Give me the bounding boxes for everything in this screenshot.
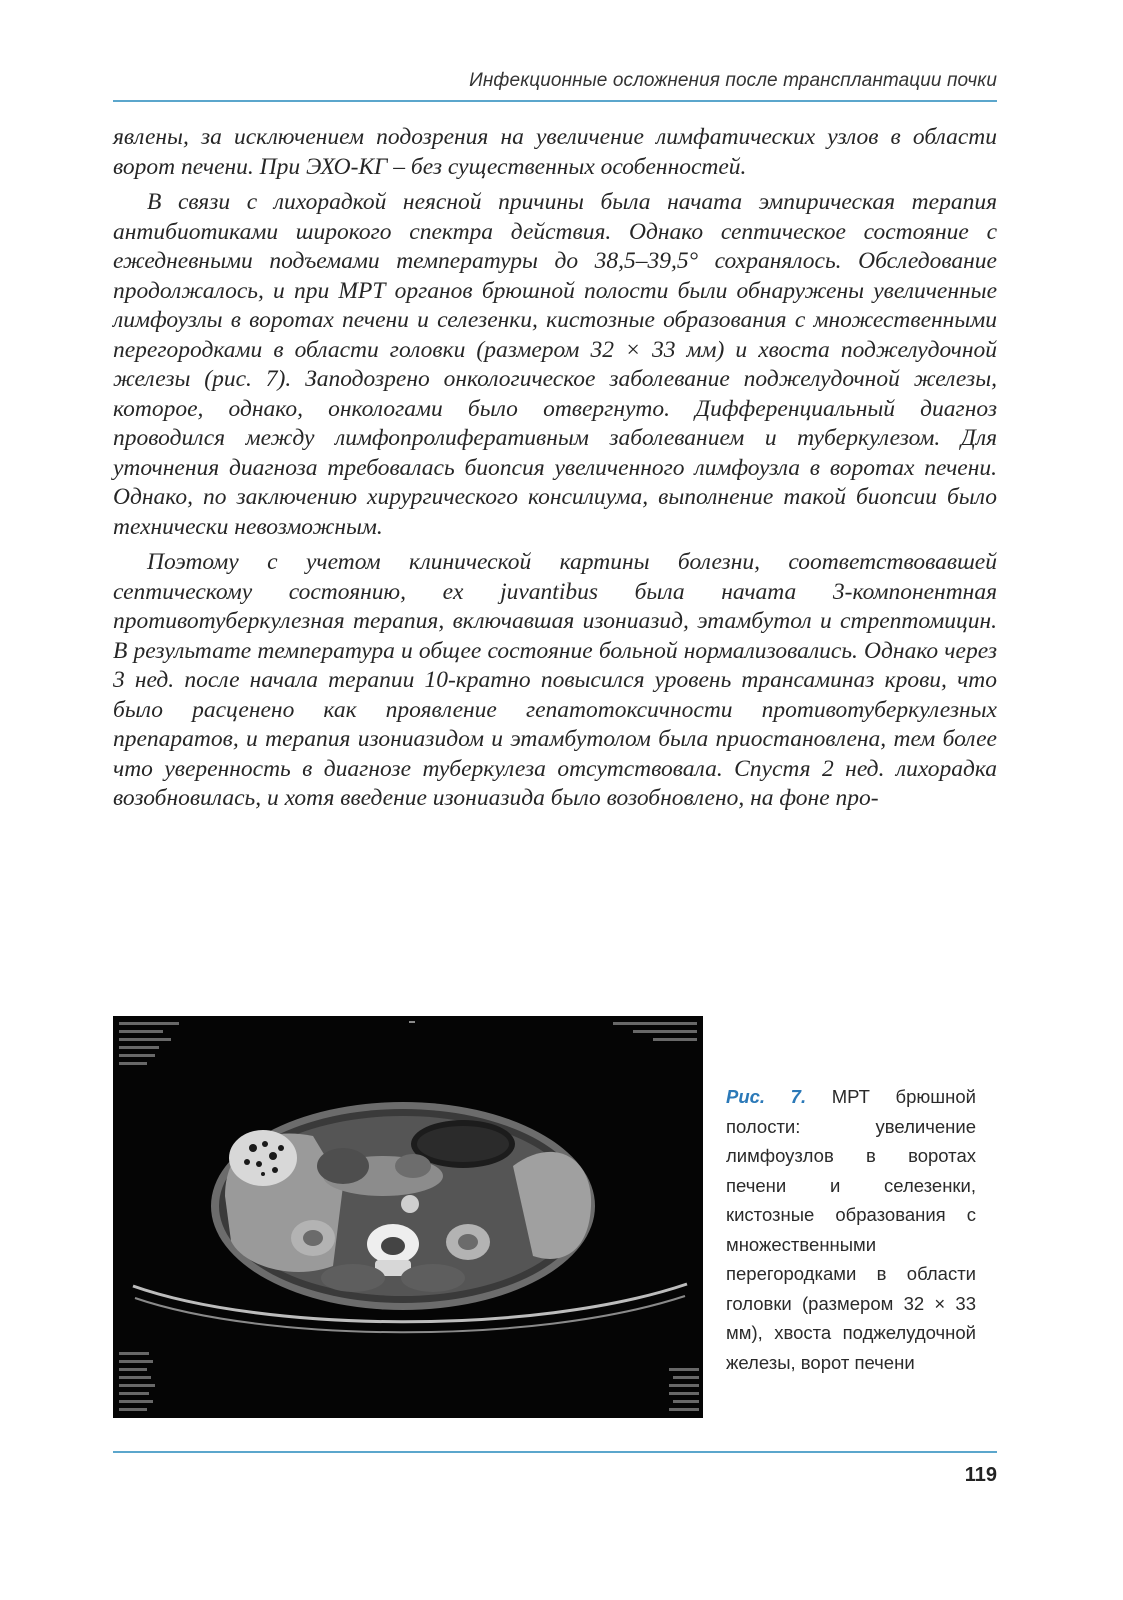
paragraph-3: Поэтому с учетом клинической картины болезни, соответствовавшей септическому состоянию, ex juvantibus была начата 3-компонентная противотуберкулезная терапия, включавшая изониазид, этамбутол и стрептомицин. В результате температура и общее состояние больной нормализовались. Однако через 3 нед. после начала терапии 10-кратно повысился уровень трансаминаз крови, что было расценено как проявление гепатотоксичности противотуберкулезных препаратов, и терапия изониазидом и этамбутолом была приостановлена, тем более что уверенность в диагнозе туберкулеза отсутствовала. Спустя 2 нед. лихорадка возобновилась, и хотя введение изониазида было возобновлено, на фоне про- xyxy=(113,549,997,811)
page-number: 119 xyxy=(964,1464,997,1486)
running-title: Инфекционные осложнения после трансплантации почки xyxy=(469,70,997,91)
mri-scan-image xyxy=(113,1016,703,1418)
figure-label: Рис. 7. xyxy=(726,1086,807,1107)
figure-caption-text: МРТ брюшной полости: увеличение лимфоузлов в воротах печени и селезенки, кистозные образования с множественными перегородками в области головки (размером 32 × 33 мм), хвоста поджелудочной железы, ворот печени xyxy=(726,1086,976,1373)
figure-caption xyxy=(726,1082,976,1377)
mri-figure xyxy=(113,1016,703,1418)
body-text xyxy=(113,123,997,820)
paragraph-1: явлены, за исключением подозрения на увеличение лимфатических узлов в области ворот печени. При ЭХО-КГ – без существенных особенностей. xyxy=(113,124,997,180)
header-rule xyxy=(113,100,997,102)
footer-rule xyxy=(113,1451,997,1453)
paragraph-2: В связи с лихорадкой неясной причины была начата эмпирическая терапия антибиотиками широкого спектра действия. Однако септическое состояние с ежедневными подъемами температуры до 38,5–39,5° сохранялось. Обследование продолжалось, и при МРТ органов брюшной полости были обнаружены увеличенные лимфоузлы в воротах печени и селезенки, кистозные образования с множественными перегородками в области головки (размером 32 × 33 мм) и хвоста поджелудочной железы (рис. 7). Заподозрено онкологическое заболевание поджелудочной железы, которое, однако, онкологами было отвергнуто. Дифференциальный диагноз проводился между лимфопролиферативным заболеванием и туберкулезом. Для уточнения диагноза требовалась биопсия увеличенного лимфоузла в воротах печени. Однако, по заключению хирургического консилиума, выполнение такой биопсии было технически невозможным. xyxy=(113,189,997,540)
